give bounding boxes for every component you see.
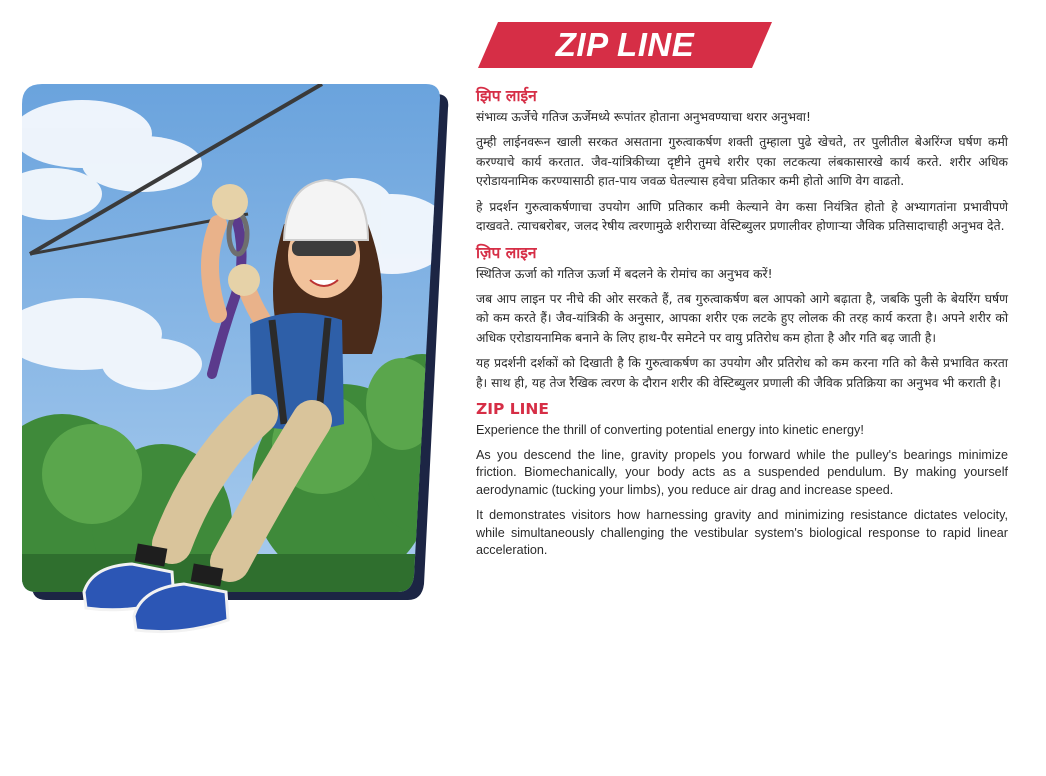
girl-on-zipline-illustration [22, 84, 450, 644]
section-paragraph: जब आप लाइन पर नीचे की ओर सरकते हैं, तब गुरुत्वाकर्षण बल आपको आगे बढ़ाता है, जबकि पुली के बेयरिंग घर्षण को कम करते हैं। जैव-यांत्रिकी के अनुसार, आपका शरीर एक लटके हुए लोलक की तरह कार्य करता है। अपने शरीर को अधिक एरोडायनामिक बनाने के लिए हाथ-पैर समेटने पर वायु प्रतिरोध कम होता है और गति बढ़ जाती है। [476, 291, 1008, 345]
section-paragraph: It demonstrates visitors how harnessing gravity and minimizing resistance dictates velocity, while simultaneously challenging the vestibular system's biological response to rapid linear acceleration. [476, 508, 1008, 557]
section-paragraph: तुम्ही लाईनवरून खाली सरकत असताना गुरुत्वाकर्षण शक्ती तुम्हाला पुढे खेचते, तर पुलीतील बेअरिंग्ज घर्षण कमी करण्याचे कार्य करतात. जैव-यांत्रिकीच्या दृष्टीने तुमचे शरीर एका लटकत्या लंबकासारखे कार्य करते. शरीर अधिक एरोडायनामिक करण्यासाठी हात-पाय जवळ घेतल्यास हवेचा प्रतिकार कमी होतो आणि वेग वाढतो. [476, 135, 1008, 188]
section-subtitle: Experience the thrill of converting potential energy into kinetic energy! [476, 423, 864, 437]
description-column [476, 86, 1008, 568]
section-heading: ज़िप लाइन [476, 243, 537, 262]
banner-title: ZIP LINE [555, 26, 695, 63]
section-paragraph: यह प्रदर्शनी दर्शकों को दिखाती है कि गुरुत्वाकर्षण का उपयोग और प्रतिरोध को कम करना गति को कैसे प्रभावित करता है। साथ ही, यह तेज रैखिक त्वरण के दौरान शरीर की वेस्टिब्युलर प्रणाली की जैविक प्रतिक्रिया का अनुभव भी कराती है। [476, 356, 1008, 390]
section-subtitle: संभाव्य ऊर्जेचे गतिज ऊर्जेमध्ये रूपांतर होताना अनुभवण्याचा थरार अनुभवा! [476, 110, 811, 124]
section-heading: ZIP LINE [476, 400, 549, 418]
section-english [476, 399, 1008, 560]
section-hindi [476, 243, 1008, 394]
title-banner [478, 22, 772, 68]
section-paragraph: As you descend the line, gravity propels you forward while the pulley's bearings minimize friction. Biomechanically, your body acts as a suspended pendulum. By making yourself aerodynamic (tucking your limbs), you reduce air drag and increase speed. [476, 447, 1008, 497]
section-subtitle: स्थितिज ऊर्जा को गतिज ऊर्जा में बदलने के रोमांच का अनुभव करें! [476, 266, 773, 281]
section-marathi [476, 86, 1008, 237]
section-heading: झिप लाईन [476, 87, 537, 105]
section-paragraph: हे प्रदर्शन गुरुत्वाकर्षणाचा उपयोग आणि प्रतिकार कमी केल्याने वेग कसा नियंत्रित होतो हे अभ्यागतांना प्रभावीपणे दाखवते. त्याचबरोबर, जलद रेषीय त्वरणामुळे शरीराच्या वेस्टिब्युलर प्रणालीवर होणाऱ्या जैविक प्रतिसादाचाही अनुभव देते. [476, 199, 1008, 233]
